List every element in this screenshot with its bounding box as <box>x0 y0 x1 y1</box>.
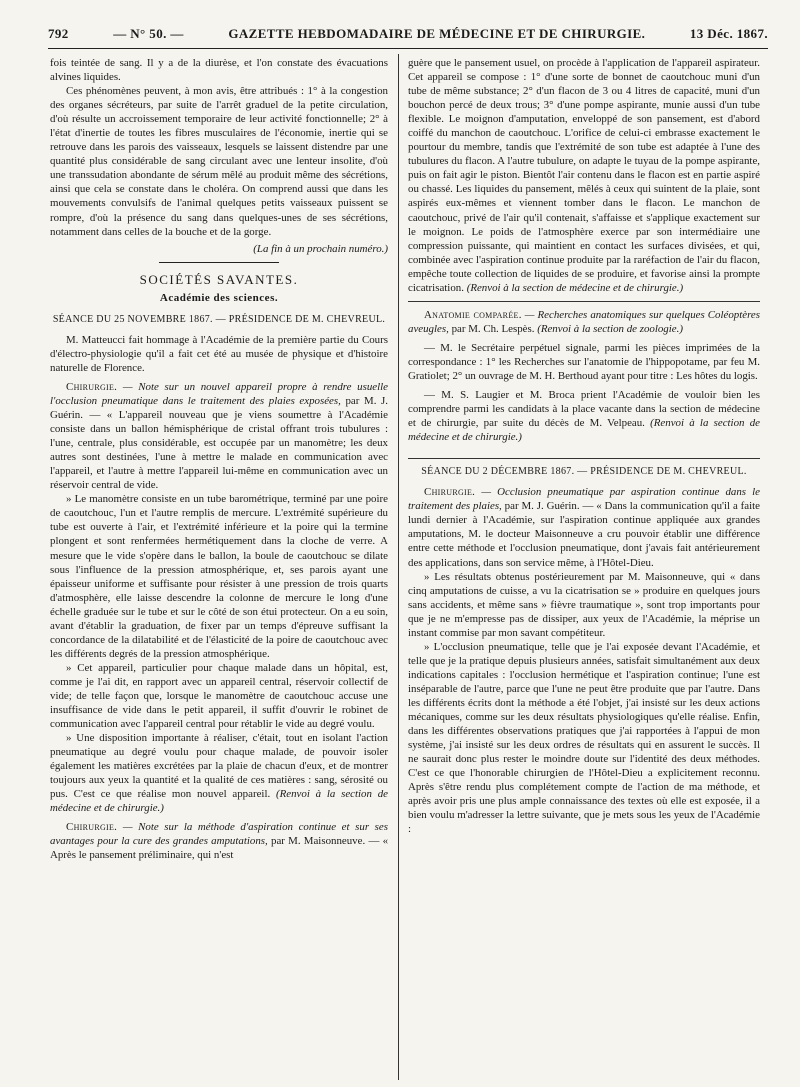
rubric-label: Chirurgie. <box>66 821 118 834</box>
note-title: — Recherches anatomiques sur quelques Coléoptères aveugles, <box>408 308 760 335</box>
page-header <box>48 26 768 46</box>
rubric-label: Anatomie comparée. <box>424 308 522 321</box>
note-text: — « Dans la communication qu'il a faite lundi dernier à l'Académie, sur l'aspiration continue appliquée aux grandes amputations, M. le docteur Maisonneuve a cru pouvoir établir une différence entre cette méthode et l'occlusion pneumatique, dont j'avais fait antérieurement des applications, dans son service même, à l'Hôtel-Dieu. <box>408 500 760 569</box>
note-text: » Une disposition importante à réaliser, c'était, tout en isolant l'action pneumatique au degré voulu pour chaque malade, de pouvoir isoler également les matières excrétées par la plaie de chacun d'eux, et de montrer toujours aux yeux la quantité et la qualité de ces matières : sang, sérosité ou pus. C'est ce que réalise mon nouvel appareil. <box>50 732 388 801</box>
page-number: 792 <box>48 26 69 41</box>
note-author: par M. J. Guérin. <box>504 500 580 513</box>
paragraph <box>408 308 760 336</box>
paragraph: » Cet appareil, particulier pour chaque malade dans un hôpital, est, comme je l'ai dit, en rapport avec un appareil central, réservoir collectif de vide; de telle façon que, lorsque le manomètre de caoutchouc accuse une insuffisance de vide dans le petit appareil, il suffit d'ouvrir le robinet de communication avec l'appareil central pour rétablir le vide au degré voulu. <box>50 661 388 731</box>
paragraph: M. Matteucci fait hommage à l'Académie de la première partie du Cours d'électro-physiologie qu'il a fait cet été au musée de physique et d'histoire naturelle de Florence. <box>50 333 388 374</box>
header-rule <box>48 48 768 49</box>
note-text: guère que le pansement usuel, on procède à l'application de l'appareil aspirateur. Cet appareil se compose : 1° d'une sorte de bonnet de caoutchouc muni d'un tube de même substance; 2° d'un flacon de 3 ou 4 litres de capacité, muni d'un bouchon percé de deux trous; 3° d'une pompe aspirante, munie aussi d'un tube flexible. Le moignon d'amputation, enveloppé de son pansement, est d'abord coiffé du manchon de caoutchouc. L'orifice de celui-ci embrasse exactement le pourtour du membre, tandis que l'extrémité de son tube est adaptée à l'une des tubulures du flacon. A l'autre tubulure, on adapte le tuyau de la pompe aspirante, puis on fait agir le piston. Bientôt l'air contenu dans le flacon est en partie aspiré ou chassé. Les liquides du pansement, mêlés à ceux qui suintent de la plaie, sont aspirés eux-mêmes et viennent tomber dans le flacon. Le manchon de caoutchouc, privé de l'air qu'il contenait, s'affaisse et s'applique exactement sur le moignon. Le poids de l'atmosphère exerce par son intermédiaire une compression puissante, qui maintient en contact les surfaces divisées, et qui, combinée avec l'aspiration continue produite par la raréfaction de l'air du flacon, empêche toute collection de liquides de se produire, et favorise ainsi la prompte cicatrisation. <box>408 57 760 294</box>
rubric-label: Chirurgie. <box>66 380 118 393</box>
paragraph: » Les résultats obtenus postérieurement par M. Maisonneuve, qui « dans cinq amputations de cuisse, a vu la cicatrisation se » produire en quelques jours sans accidents, et même sans » fièvre traumatique », sont trop importants pour que je ne m'empresse pas de dissiper, aux yeux de l'Académie, la méprise un instant commise par mon savant compétiteur. <box>408 570 760 639</box>
note-text: — « L'appareil nouveau que je viens soumettre à l'Académie consiste dans un ballon hémisphérique de cristal offrant trois tubulures : l'une, centrale, plus considérable, est occupée par un manomètre; les deux autres sont destinées, l'une à mettre le malade en communication avec l'appareil, et l'autre à mettre l'appareil lui-même en communication avec un réservoir central de vide. <box>50 409 388 492</box>
section-rule <box>159 262 279 263</box>
paragraph <box>408 56 760 295</box>
left-column <box>50 56 388 863</box>
subsection-title: Académie des sciences. <box>159 291 279 304</box>
right-column <box>408 56 760 836</box>
separator-rule <box>408 301 760 302</box>
continuation-note: (La fin à un prochain numéro.) <box>253 242 388 255</box>
referral: (Renvoi à la section de médecine et de chirurgie.) <box>408 417 760 444</box>
paragraph <box>408 388 760 444</box>
paragraph: Ces phénomènes peuvent, à mon avis, être attribués : 1° à la congestion des organes sécréteurs, par suite de l'arrêt graduel de la petite circulation, d'où résulte un accroissement temporaire de leur activité fonctionnelle; 2° à l'état d'inertie de toutes les fibres musculaires de l'économie, inertie qui se retrouve dans les parois des vaisseaux, lesquels se laissent distendre par une quantité plus considérable de sang circulant avec une lenteur insolite, d'où une transsudation abondante de sérum mêlé au produit même des sécrétions, ainsi que cela se constate dans le choléra. On comprend aussi que dans les mouvements convulsifs de l'animal quelques petits vaisseaux puissent se rompre, d'où la présence du sang dans quelques-unes de ses sécrétions, notamment dans celles de la bouche et de la gorge. <box>50 85 388 238</box>
referral: (Renvoi à la section de médecine et de chirurgie.) <box>50 788 388 815</box>
paragraph: fois teintée de sang. Il y a de la diurèse, et l'on constate des évacuations alvines liquides. <box>50 57 388 84</box>
note-author: par M. J. Guérin. <box>50 394 388 422</box>
issue-date: 13 Déc. 1867. <box>689 26 768 41</box>
note-author: par M. Maisonneuve. <box>271 835 366 848</box>
paragraph: — M. le Secrétaire perpétuel signale, parmi les pièces imprimées de la correspondance : 1° les Recherches sur l'anatomie de l'hippopotame, par feu M. Gratiolet; 2° un ouvrage de M. H. Berthoud ayant pour titre : Les hôtes du logis. <box>408 341 760 382</box>
paragraph: » L'occlusion pneumatique, telle que je l'ai exposée devant l'Académie, et telle que je la pratique depuis plusieurs années, satisfait simultanément aux deux indications capitales : l'occlusion hermétique et l'aspiration continue; l'une est inséparable de l'autre, parce que l'une ne peut être produite que par l'autre. Dans les différents écrits dont la méthode a été l'objet, j'ai insisté sur les deux actions mécaniques, comme sur les deux résultats physiologiques qu'elle réalise. Enfin, dans les différentes observations pratiques que j'ai rapportées à l'appui de mon système, j'ai insisté sur les deux ordres de résultats qui en assurent le succès. Il ne saurait donc plus rester le moindre doute sur l'identité des deux méthodes. C'est ce que l'honorable chirurgien de l'Hôtel-Dieu a explicitement reconnu. Après s'être rendu plus complétement compte de l'action de ma méthode, et après avoir pris une plus ample connaissance des textes où elle est exposée, il a bien voulu m'adresser la lettre suivante, que je mets sous les yeux de l'Académie : <box>408 640 760 836</box>
note-title: — Note sur la méthode d'aspiration continue et sur ses avantages pour la cure des grandes amputations, <box>50 821 388 848</box>
journal-title: GAZETTE HEBDOMADAIRE DE MÉDECINE ET DE CHIRURGIE. <box>228 26 646 41</box>
meeting-heading: SÉANCE DU 2 DÉCEMBRE 1867. — PRÉSIDENCE DE M. CHEVREUL. <box>421 466 747 478</box>
issue-number: — N° 50. — <box>113 26 184 41</box>
paragraph <box>50 820 388 862</box>
paragraph <box>50 380 388 492</box>
note-text: — « Après le pansement préliminaire, qui n'est <box>50 835 389 862</box>
meeting-heading: SÉANCE DU 25 NOVEMBRE 1867. — PRÉSIDENCE DE M. CHEVREUL. <box>52 313 386 325</box>
column-divider <box>398 54 399 1080</box>
paragraph: » Le manomètre consiste en un tube barométrique, terminé par une poire de caoutchouc, l'un et l'autre remplis de mercure. L'extrémité supérieure du tube est ouverte à l'air, et l'extrémité inférieure et la poire qui la termine plongent et sont renfermées hermétiquement dans la cloche de verre. A mesure que le vide s'opère dans le ballon, la boule de caoutchouc se dilate sous l'influence de la pression atmosphérique, et, ses parois ayant une épaisseur uniforme et suffisante pour résister à une pression de trois quarts d'atmosphère, elle laisse descendre la colonne de mercure le long d'une échelle graduée sur le tube et sur le côté de son étui protecteur. On a eu soin, avant d'établir la graduation, de fixer par un temps d'épreuve suffisant la concordance de la dilatabilité et de l'élasticité de la poire de caoutchouc avec les différents degrés de la pression atmosphérique. <box>50 493 388 660</box>
paragraph <box>408 485 760 569</box>
section-title: SOCIÉTÉS SAVANTES. <box>139 271 299 287</box>
referral: (Renvoi à la section de médecine et de chirurgie.) <box>466 281 684 294</box>
note-title: — Note sur un nouvel appareil propre à rendre usuelle l'occlusion pneumatique dans le traitement des plaies exposées, <box>50 380 388 407</box>
paragraph <box>50 731 388 815</box>
note-text: — M. S. Laugier et M. Broca prient l'Académie de vouloir bien les comprendre parmi les candidats à la place vacante dans la section de médecine et de chirurgie, par suite du décès de M. Velpeau. <box>408 389 760 430</box>
note-title: — Occlusion pneumatique par aspiration continue dans le traitement des plaies, <box>408 486 760 513</box>
separator-rule <box>408 458 760 459</box>
rubric-label: Chirurgie. <box>424 486 476 499</box>
referral: (Renvoi à la section de zoologie.) <box>537 322 683 335</box>
note-author: par M. Ch. Lespès. <box>451 322 535 335</box>
